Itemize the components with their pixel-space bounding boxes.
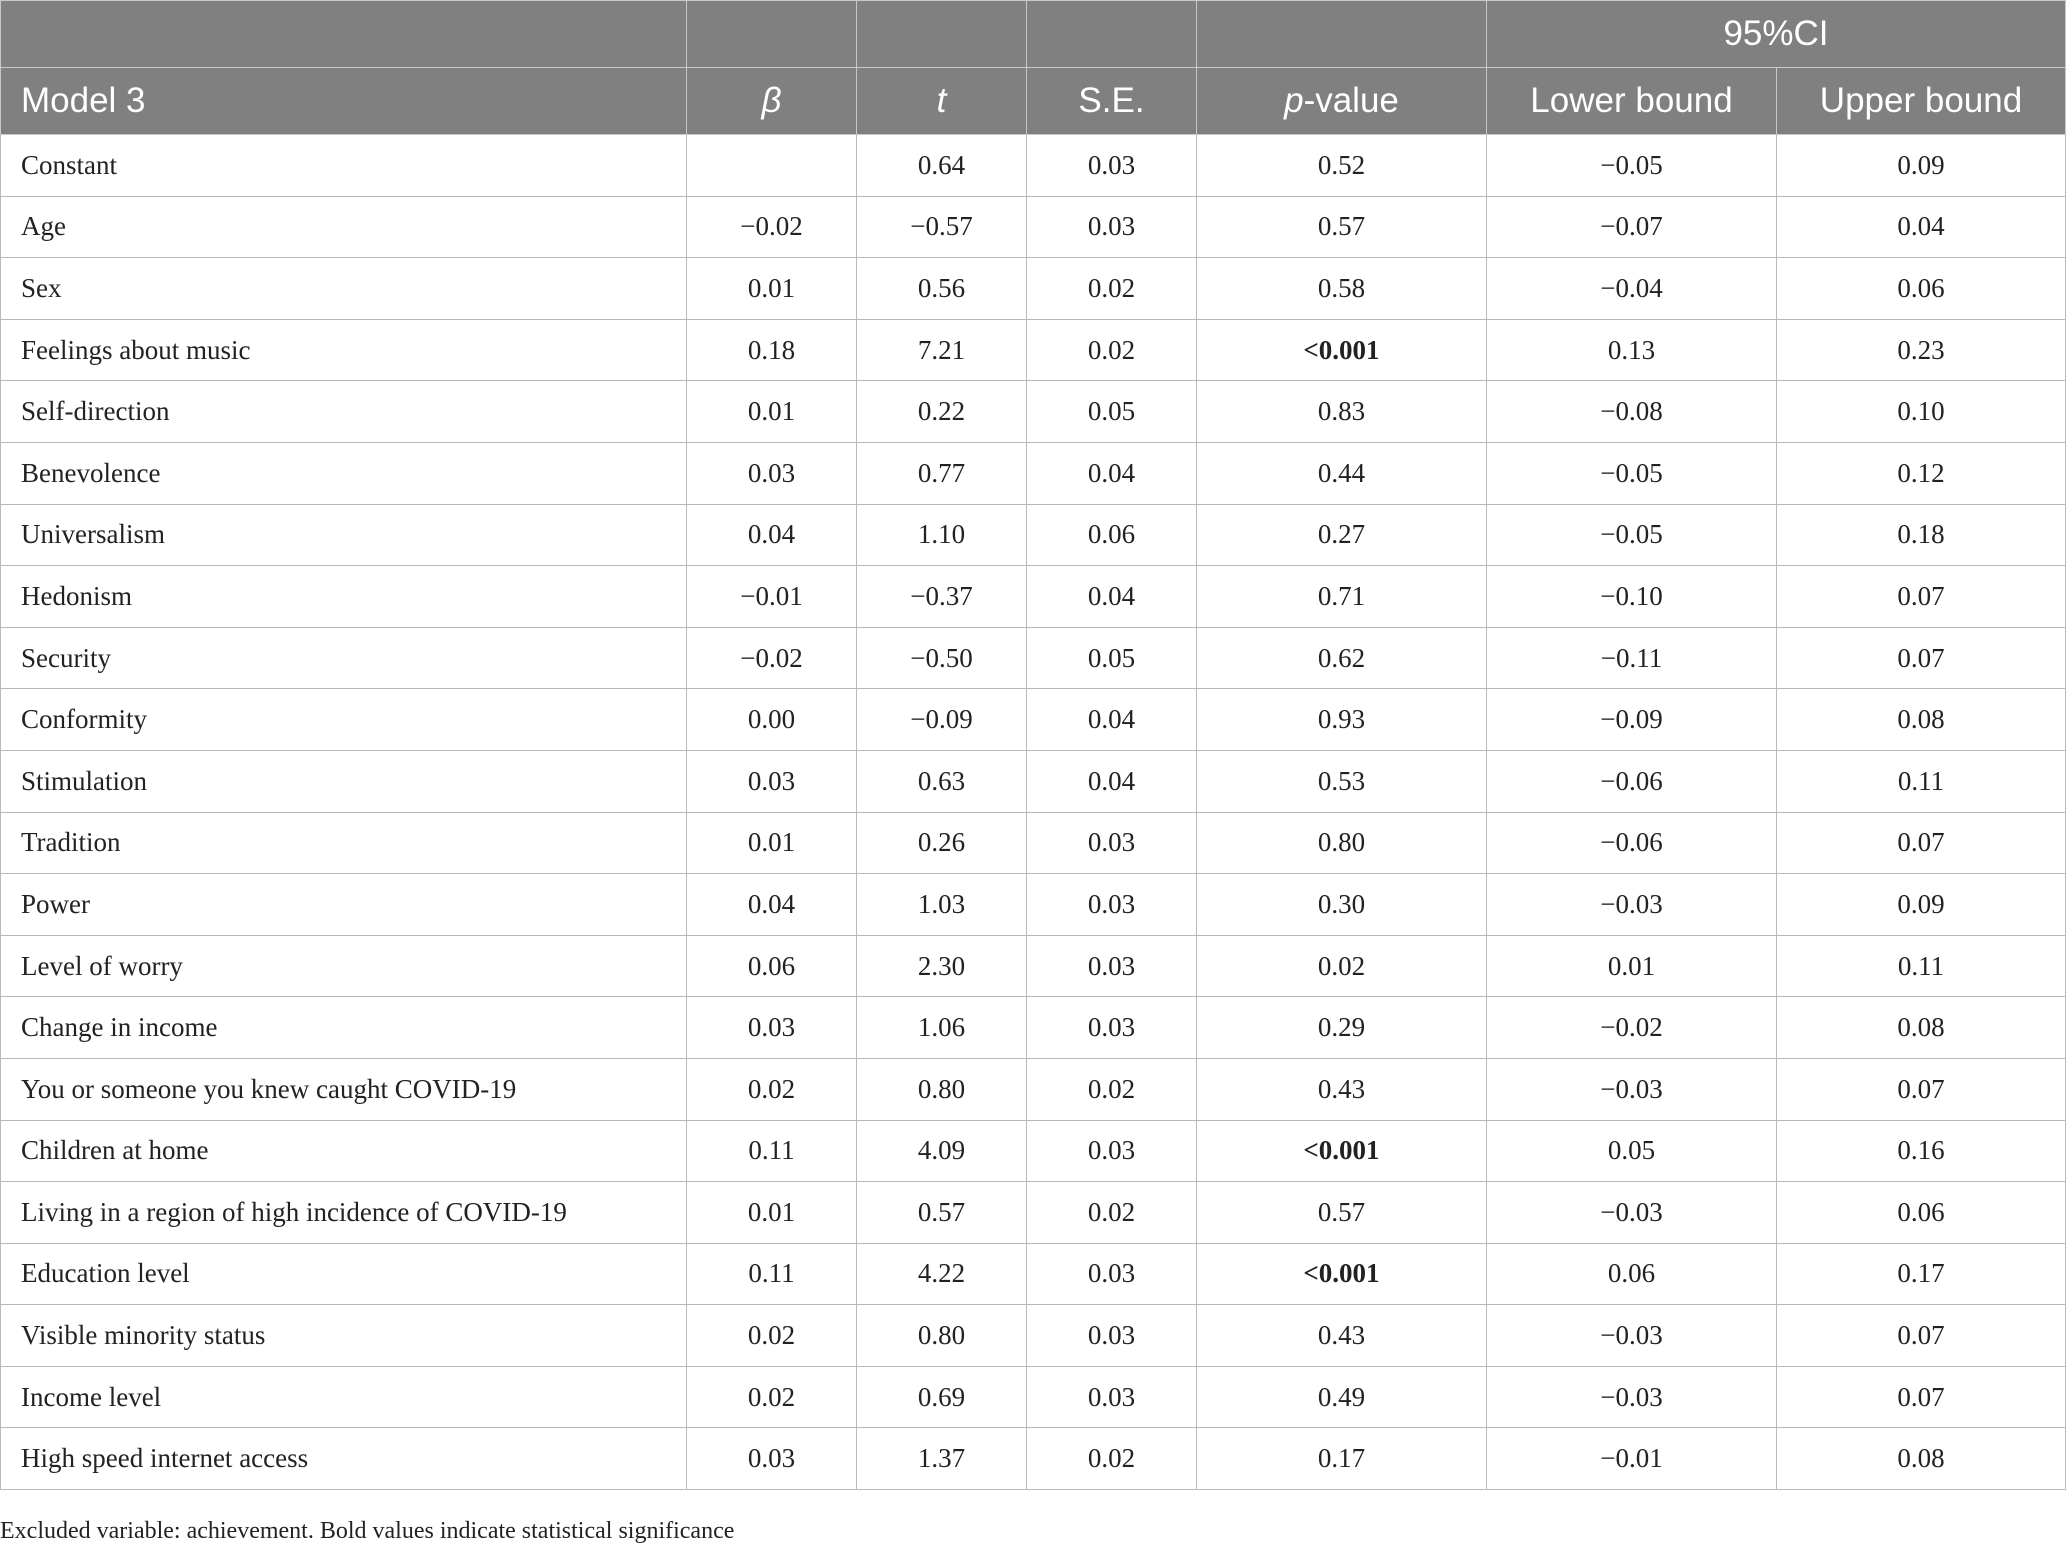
p-value-cell: <0.001 [1197,1243,1487,1305]
p-value-cell: 0.62 [1197,627,1487,689]
beta-cell: 0.06 [687,935,857,997]
upper-bound-cell: 0.07 [1777,1305,2066,1367]
upper-bound-cell: 0.11 [1777,935,2066,997]
beta-cell: 0.03 [687,750,857,812]
header-blank-cell [1197,1,1487,68]
se-cell: 0.02 [1027,258,1197,320]
lower-bound-cell: −0.06 [1487,750,1777,812]
header-blank-cell [857,1,1027,68]
table-footnote: Excluded variable: achievement. Bold values indicate statistical significance [0,1518,735,1544]
upper-bound-cell: 0.08 [1777,1428,2066,1490]
lower-bound-cell: −0.01 [1487,1428,1777,1490]
beta-cell [687,135,857,197]
row-label: Power [1,874,687,936]
lower-bound-cell: −0.05 [1487,135,1777,197]
row-label: Self-direction [1,381,687,443]
header-se: S.E. [1027,68,1197,135]
se-cell: 0.04 [1027,442,1197,504]
row-label: Education level [1,1243,687,1305]
lower-bound-cell: −0.05 [1487,442,1777,504]
t-cell: 0.57 [857,1182,1027,1244]
se-cell: 0.03 [1027,997,1197,1059]
row-label: Constant [1,135,687,197]
t-cell: 1.03 [857,874,1027,936]
se-cell: 0.03 [1027,874,1197,936]
row-label: You or someone you knew caught COVID-19 [1,1058,687,1120]
header-group-row [1,1,2066,68]
beta-cell: 0.01 [687,812,857,874]
lower-bound-cell: −0.11 [1487,627,1777,689]
upper-bound-cell: 0.07 [1777,1366,2066,1428]
upper-bound-cell: 0.10 [1777,381,2066,443]
se-cell: 0.05 [1027,381,1197,443]
upper-bound-cell: 0.04 [1777,196,2066,258]
se-cell: 0.04 [1027,689,1197,751]
header-p-symbol: p [1284,81,1304,120]
se-cell: 0.04 [1027,750,1197,812]
row-label: Living in a region of high incidence of COVID-19 [1,1182,687,1244]
p-value-cell: 0.27 [1197,504,1487,566]
beta-cell: 0.00 [687,689,857,751]
se-cell: 0.03 [1027,812,1197,874]
t-cell: 0.80 [857,1305,1027,1367]
lower-bound-cell: −0.04 [1487,258,1777,320]
lower-bound-cell: −0.06 [1487,812,1777,874]
t-cell: −0.50 [857,627,1027,689]
lower-bound-cell: −0.03 [1487,1182,1777,1244]
t-cell: 0.77 [857,442,1027,504]
se-cell: 0.04 [1027,566,1197,628]
p-value-cell: 0.29 [1197,997,1487,1059]
t-cell: 1.06 [857,997,1027,1059]
upper-bound-cell: 0.06 [1777,258,2066,320]
beta-cell: 0.02 [687,1305,857,1367]
upper-bound-cell: 0.08 [1777,997,2066,1059]
lower-bound-cell: 0.06 [1487,1243,1777,1305]
t-cell: 0.26 [857,812,1027,874]
p-value-cell: 0.71 [1197,566,1487,628]
upper-bound-cell: 0.12 [1777,442,2066,504]
table-header [1,1,2066,135]
row-label: Hedonism [1,566,687,628]
beta-cell: 0.02 [687,1058,857,1120]
lower-bound-cell: 0.05 [1487,1120,1777,1182]
se-cell: 0.03 [1027,1366,1197,1428]
table-row [1,196,2066,258]
header-t [857,68,1027,135]
p-value-cell: <0.001 [1197,1120,1487,1182]
upper-bound-cell: 0.16 [1777,1120,2066,1182]
lower-bound-cell: −0.03 [1487,1305,1777,1367]
row-label: Benevolence [1,442,687,504]
header-upper-bound: Upper bound [1777,68,2066,135]
lower-bound-cell: −0.09 [1487,689,1777,751]
beta-cell: 0.03 [687,442,857,504]
header-columns-row [1,68,2066,135]
se-cell: 0.02 [1027,1428,1197,1490]
p-value-cell: 0.49 [1197,1366,1487,1428]
upper-bound-cell: 0.07 [1777,566,2066,628]
p-value-cell: 0.17 [1197,1428,1487,1490]
p-value-cell: 0.52 [1197,135,1487,197]
header-blank-cell [687,1,857,68]
upper-bound-cell: 0.07 [1777,627,2066,689]
table-row [1,258,2066,320]
p-value-cell: 0.57 [1197,196,1487,258]
t-cell: −0.37 [857,566,1027,628]
p-value-cell: 0.53 [1197,750,1487,812]
table-row [1,1305,2066,1367]
beta-cell: 0.03 [687,1428,857,1490]
se-cell: 0.06 [1027,504,1197,566]
lower-bound-cell: −0.05 [1487,504,1777,566]
table-row [1,627,2066,689]
se-cell: 0.03 [1027,1243,1197,1305]
row-label: Age [1,196,687,258]
beta-cell: 0.04 [687,874,857,936]
beta-cell: −0.02 [687,196,857,258]
se-cell: 0.02 [1027,1182,1197,1244]
beta-cell: 0.04 [687,504,857,566]
p-value-cell: 0.02 [1197,935,1487,997]
row-label: Universalism [1,504,687,566]
header-lower-bound: Lower bound [1487,68,1777,135]
table-row [1,1243,2066,1305]
upper-bound-cell: 0.18 [1777,504,2066,566]
header-beta-symbol: β [761,81,782,120]
t-cell: 0.22 [857,381,1027,443]
p-value-cell: 0.93 [1197,689,1487,751]
beta-cell: 0.11 [687,1243,857,1305]
row-label: Security [1,627,687,689]
table-row [1,442,2066,504]
se-cell: 0.03 [1027,1305,1197,1367]
se-cell: 0.03 [1027,1120,1197,1182]
upper-bound-cell: 0.11 [1777,750,2066,812]
t-cell: 0.63 [857,750,1027,812]
t-cell: 0.69 [857,1366,1027,1428]
header-p-suffix: -value [1303,81,1399,120]
header-ci-group: 95%CI [1487,1,2066,68]
t-cell: 0.80 [857,1058,1027,1120]
upper-bound-cell: 0.23 [1777,319,2066,381]
lower-bound-cell: −0.10 [1487,566,1777,628]
beta-cell: 0.03 [687,997,857,1059]
table-row [1,1366,2066,1428]
p-value-cell: <0.001 [1197,319,1487,381]
row-label: Feelings about music [1,319,687,381]
table-body [1,135,2066,1490]
table-row [1,935,2066,997]
header-blank-cell [1027,1,1197,68]
t-cell: 0.64 [857,135,1027,197]
header-p-value [1197,68,1487,135]
lower-bound-cell: −0.07 [1487,196,1777,258]
row-label: Level of worry [1,935,687,997]
lower-bound-cell: −0.08 [1487,381,1777,443]
beta-cell: −0.02 [687,627,857,689]
p-value-cell: 0.43 [1197,1305,1487,1367]
p-value-cell: 0.80 [1197,812,1487,874]
lower-bound-cell: 0.01 [1487,935,1777,997]
lower-bound-cell: 0.13 [1487,319,1777,381]
table-row [1,135,2066,197]
t-cell: 7.21 [857,319,1027,381]
table-row [1,1058,2066,1120]
p-value-cell: 0.43 [1197,1058,1487,1120]
p-value-cell: 0.58 [1197,258,1487,320]
lower-bound-cell: −0.03 [1487,1058,1777,1120]
p-value-cell: 0.57 [1197,1182,1487,1244]
table-row [1,319,2066,381]
header-blank-cell [1,1,687,68]
row-label: Change in income [1,997,687,1059]
t-cell: 0.56 [857,258,1027,320]
header-model: Model 3 [1,68,687,135]
beta-cell: 0.01 [687,1182,857,1244]
se-cell: 0.03 [1027,935,1197,997]
row-label: Children at home [1,1120,687,1182]
row-label: Visible minority status [1,1305,687,1367]
upper-bound-cell: 0.08 [1777,689,2066,751]
table-row [1,504,2066,566]
row-label: Conformity [1,689,687,751]
p-value-cell: 0.83 [1197,381,1487,443]
lower-bound-cell: −0.03 [1487,874,1777,936]
t-cell: 4.22 [857,1243,1027,1305]
t-cell: −0.09 [857,689,1027,751]
table-row [1,1120,2066,1182]
lower-bound-cell: −0.03 [1487,1366,1777,1428]
se-cell: 0.03 [1027,135,1197,197]
t-cell: 1.10 [857,504,1027,566]
beta-cell: −0.01 [687,566,857,628]
table-row [1,566,2066,628]
upper-bound-cell: 0.09 [1777,874,2066,936]
t-cell: 1.37 [857,1428,1027,1490]
beta-cell: 0.02 [687,1366,857,1428]
table-row [1,689,2066,751]
t-cell: −0.57 [857,196,1027,258]
row-label: Stimulation [1,750,687,812]
se-cell: 0.05 [1027,627,1197,689]
t-cell: 4.09 [857,1120,1027,1182]
row-label: Tradition [1,812,687,874]
table-row [1,874,2066,936]
table-row [1,1182,2066,1244]
lower-bound-cell: −0.02 [1487,997,1777,1059]
table-row [1,750,2066,812]
row-label: Income level [1,1366,687,1428]
upper-bound-cell: 0.07 [1777,1058,2066,1120]
se-cell: 0.03 [1027,196,1197,258]
beta-cell: 0.01 [687,381,857,443]
table-row [1,997,2066,1059]
table-row [1,812,2066,874]
se-cell: 0.02 [1027,319,1197,381]
table-row [1,1428,2066,1490]
upper-bound-cell: 0.06 [1777,1182,2066,1244]
table-row [1,381,2066,443]
beta-cell: 0.11 [687,1120,857,1182]
row-label: High speed internet access [1,1428,687,1490]
beta-cell: 0.18 [687,319,857,381]
p-value-cell: 0.30 [1197,874,1487,936]
upper-bound-cell: 0.07 [1777,812,2066,874]
p-value-cell: 0.44 [1197,442,1487,504]
beta-cell: 0.01 [687,258,857,320]
t-cell: 2.30 [857,935,1027,997]
header-beta [687,68,857,135]
upper-bound-cell: 0.17 [1777,1243,2066,1305]
upper-bound-cell: 0.09 [1777,135,2066,197]
row-label: Sex [1,258,687,320]
se-cell: 0.02 [1027,1058,1197,1120]
header-t-symbol: t [936,81,947,120]
